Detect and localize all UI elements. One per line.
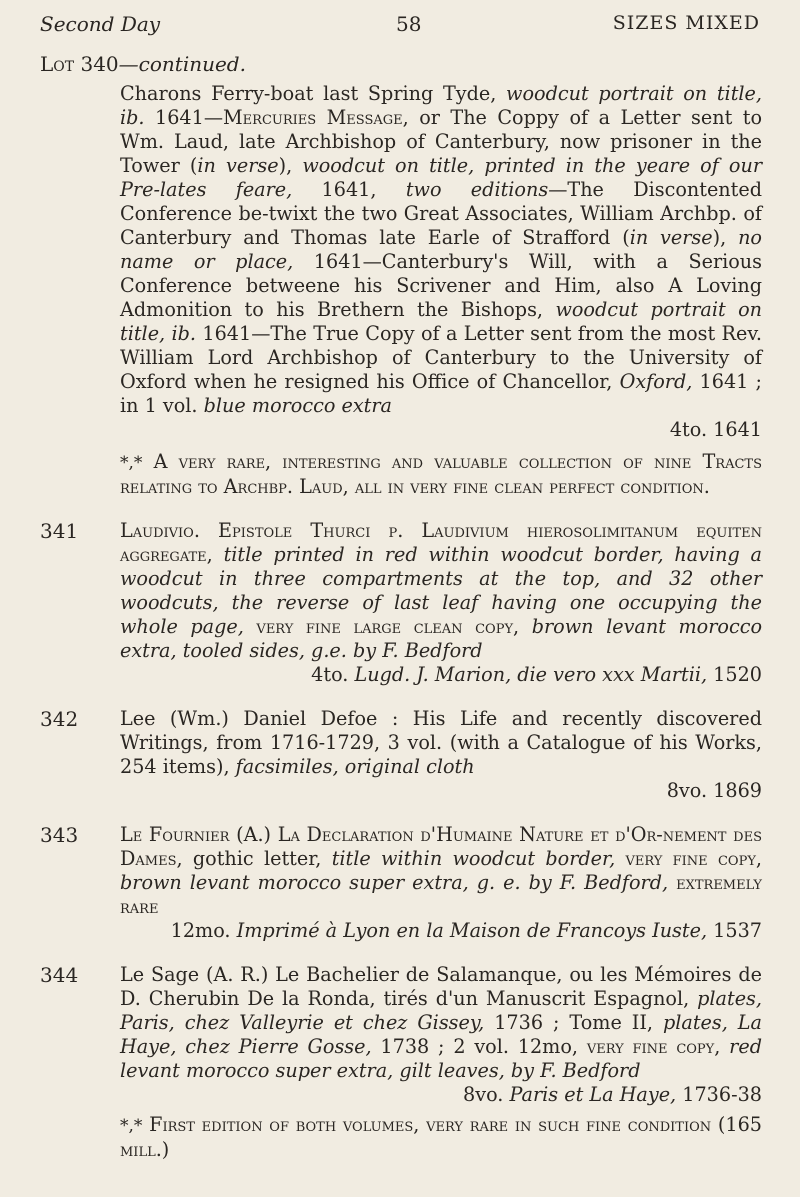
running-header	[40, 12, 760, 42]
text-run: 1736 ; Tome II,	[484, 1011, 663, 1034]
lot-344-description	[120, 963, 762, 1107]
lot-340-description	[120, 82, 762, 442]
page-number: 58	[396, 12, 422, 36]
text-run: woodcut on title, printed in the yeare of our Pre-lates feare,	[120, 154, 763, 201]
lot-number: 340	[80, 52, 119, 76]
text-run: ),	[278, 154, 303, 177]
lot-340-note	[120, 450, 762, 499]
lot-number: 344	[40, 963, 79, 987]
format: 12mo.	[170, 919, 237, 942]
text-run: —The Discontented Conference be-twixt the two Great Associates, William Archbp. of Canterbury and Thomas late Earle of Strafford (	[120, 178, 763, 249]
imprint: Paris et La Haye,	[509, 1083, 677, 1106]
continued-label: —continued.	[118, 52, 246, 76]
text-run: plates, La Haye, chez Pierre Gosse,	[120, 1011, 762, 1058]
lot-label: Lot	[40, 52, 75, 76]
text-run: 1641—Canterbury's Will, with a Serious Conference betweene his Scrivener and Him, also A Loving Admonition to his Brethern the Bishops,	[120, 250, 763, 321]
text-run: in verse	[197, 154, 279, 177]
text-run: Charons Ferry-boat last Spring Tyde,	[120, 82, 507, 105]
text-run: facsimiles, original cloth	[235, 755, 475, 778]
text-run: 1641,	[292, 178, 406, 201]
text-run: 1738 ; 2 vol. 12mo,	[371, 1035, 587, 1058]
lot-340-format-date: 4to. 1641	[669, 418, 762, 441]
lot-341-description	[120, 519, 762, 687]
text-run: plates, Paris, chez Valleyrie et chez Gissey,	[120, 987, 762, 1034]
text-run: woodcut portrait on title, ib.	[120, 298, 762, 345]
note-text: First edition of both volumes, very rare in such fine condition (165 mill.)	[120, 1113, 762, 1161]
text-run: very fine copy,	[615, 847, 763, 870]
format: 4to.	[311, 663, 355, 686]
text-run: Le Sage (A. R.) Le Bachelier de Salamanque, ou les Mémoires de D. Cherubin De la Ronda, tirés d'un Manuscrit Espagnol,	[120, 963, 762, 1010]
header-day: Second Day	[40, 12, 161, 36]
asterism-icon: *,*	[120, 1116, 143, 1136]
asterism-icon: *,*	[120, 453, 143, 473]
text-run: Le Fournier (A.) La Declaration d'Humaine Nature et d'Or-nement des Dames,	[120, 823, 762, 870]
text-run: two editions	[405, 178, 549, 201]
lot-number: 343	[40, 823, 79, 847]
text-run: 1641 ; in 1 vol.	[120, 370, 763, 417]
text-run: red levant morocco super extra, gilt leaves, by F. Bedford	[120, 1035, 762, 1082]
text-run: brown levant morocco super extra, g. e. by F. Bedford,	[120, 871, 669, 894]
text-run: title printed in red within woodcut border, having a woodcut in three compartments at the top, and 32 other woodcuts, the reverse of last leaf having one occupying the whole page,	[120, 543, 762, 638]
date: 1537	[707, 919, 762, 942]
text-run: woodcut portrait on title, ib.	[120, 82, 762, 129]
text-run: brown levant morocco extra, tooled sides, g.e. by F. Bedford	[120, 615, 763, 662]
text-run: Epistole Thurci p. Laudivium hierosolimitanum equiten aggregate,	[120, 519, 762, 566]
lot-continued-heading	[40, 52, 246, 76]
text-run: very fine large clean copy,	[243, 615, 532, 638]
lot-343-description	[120, 823, 762, 943]
note-text: A very rare, interesting and valuable collection of nine Tracts relating to Archbp. Laud, all in very fine clean perfect condition.	[120, 450, 763, 498]
text-run: in verse	[629, 226, 713, 249]
imprint: Imprimé à Lyon en la Maison de Francoys Iuste,	[236, 919, 708, 942]
text-run: no name or place,	[120, 226, 762, 273]
imprint: Lugd. J. Marion, die vero xxx Martii,	[354, 663, 708, 686]
text-run: Mercuries Message	[223, 106, 403, 129]
format: 8vo.	[463, 1083, 510, 1106]
text-run: , or The Coppy of a Letter sent to Wm. Laud, late Archbishop of Canterbury, now prisoner in the Tower (	[120, 106, 763, 177]
lot-344-note	[120, 1113, 762, 1162]
text-run: 1641—The True Copy of a Letter sent from the most Rev. William Lord Archbishop of Canterbury to the University of Oxford when he resigned his Office of Chancellor,	[120, 322, 762, 393]
text-run: Laudivio.	[120, 519, 200, 542]
text-run: Lee (Wm.) Daniel Defoe : His Life and recently discovered Writings, from 1716-1729, 3 vol. (with a Catalogue of his Works, 254 items),	[120, 707, 762, 778]
text-run: extremely rare	[120, 871, 762, 918]
lot-343-format-date	[120, 919, 762, 943]
text-run: ),	[712, 226, 739, 249]
lot-number: 342	[40, 707, 79, 731]
lot-341-format-date	[120, 663, 762, 687]
lot-342-format-date: 8vo. 1869	[666, 779, 762, 802]
lot-342-description	[120, 707, 762, 803]
text-run: blue morocco extra	[203, 394, 392, 417]
lot-number: 341	[40, 519, 79, 543]
text-run: gothic letter,	[182, 847, 332, 870]
date: 1736-38	[676, 1083, 762, 1106]
text-run: title within woodcut border,	[331, 847, 616, 870]
text-run: 1641—	[144, 106, 224, 129]
date: 1520	[707, 663, 762, 686]
lot-344-format-date	[120, 1083, 762, 1107]
text-run: very fine copy,	[586, 1035, 730, 1058]
text-run: Oxford,	[619, 370, 693, 393]
header-section: SIZES MIXED	[612, 12, 760, 34]
